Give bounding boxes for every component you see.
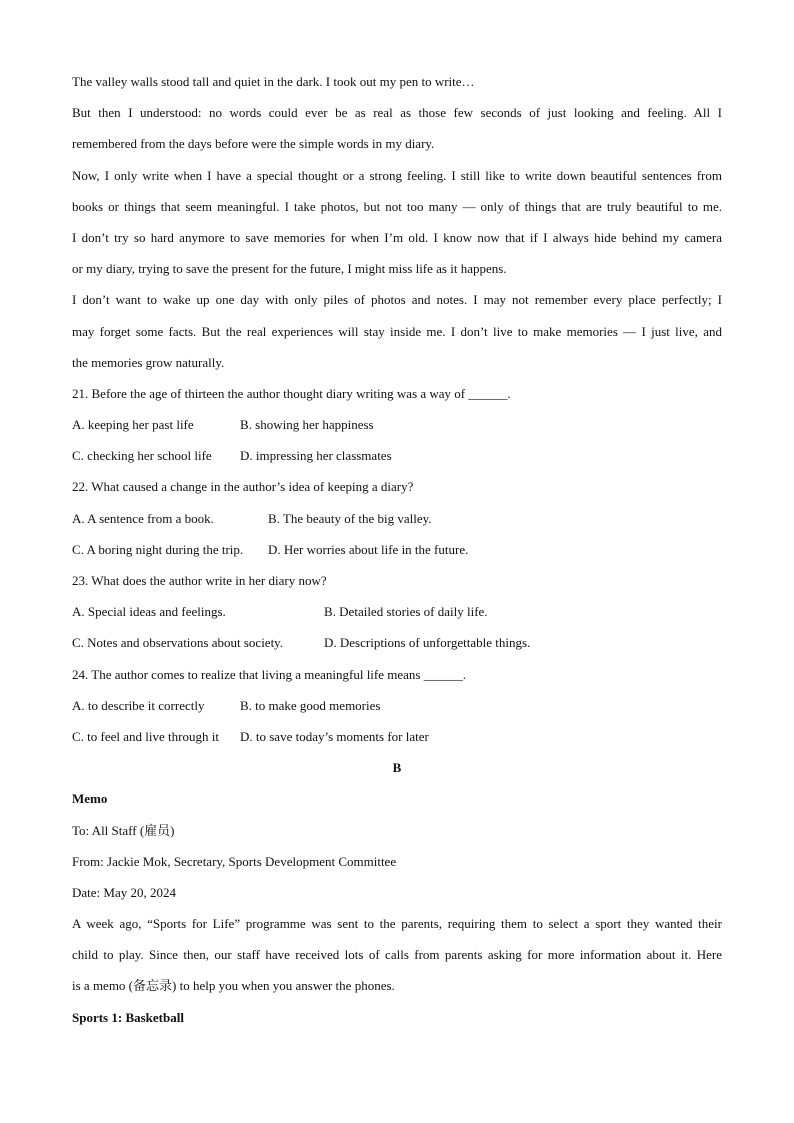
option-a: A. to describe it correctly	[72, 697, 205, 713]
option-d: D. impressing her classmates	[240, 448, 392, 464]
option-b: B. The beauty of the big valley.	[268, 510, 432, 526]
memo-body-line: child to play. Since then, our staff have received lots of calls from parents asking for more information about it. Here	[72, 947, 722, 963]
question-stem: 24. The author comes to realize that living a meaningful life means ______.	[72, 666, 466, 682]
option-d: D. to save today’s moments for later	[240, 728, 429, 744]
option-row	[72, 503, 722, 534]
question-stem: 21. Before the age of thirteen the author thought diary writing was a way of ______.	[72, 385, 511, 401]
option-row	[72, 409, 722, 440]
section-heading: B	[392, 760, 402, 776]
passage-line: may forget some facts. But the real experiences will stay inside me. I don’t live to make memories — I just live, and	[72, 323, 722, 339]
option-c: C. Notes and observations about society.	[72, 635, 284, 651]
passage-line: remembered from the days before were the simple words in my diary.	[72, 136, 435, 152]
option-row	[72, 534, 722, 565]
question-24	[72, 659, 722, 753]
sport-heading: Sports 1: Basketball	[72, 1009, 184, 1025]
option-c: C. checking her school life	[72, 448, 212, 464]
option-b: B. to make good memories	[240, 697, 381, 713]
passage-line: books or things that seem meaningful. I take photos, but not too many — only of things that are truly beautiful to me.	[72, 198, 722, 214]
option-c: C. A boring night during the trip.	[72, 541, 244, 557]
passage-line: But then I understood: no words could ever be as real as those few seconds of just looking and feeling. All I	[72, 105, 722, 121]
option-a: A. keeping her past life	[72, 417, 194, 433]
question-22	[72, 471, 722, 565]
option-c: C. to feel and live through it	[72, 728, 219, 744]
memo-body-line: is a memo (备忘录) to help you when you answer the phones.	[72, 978, 395, 994]
option-b: B. showing her happiness	[240, 417, 374, 433]
question-stem: 22. What caused a change in the author’s idea of keeping a diary?	[72, 479, 414, 495]
option-a: A. Special ideas and feelings.	[72, 604, 226, 620]
question-stem: 23. What does the author write in her diary now?	[72, 573, 327, 588]
memo-from: From: Jackie Mok, Secretary, Sports Development Committee	[72, 853, 397, 869]
option-d: D. Descriptions of unforgettable things.	[324, 635, 531, 651]
memo-body-line: A week ago, “Sports for Life” programme was sent to the parents, requiring them to select a sport they wanted their	[72, 916, 722, 932]
memo-to: To: All Staff (雇员)	[72, 822, 175, 838]
passage-line: the memories grow naturally.	[72, 354, 225, 370]
passage-line: The valley walls stood tall and quiet in the dark. I took out my pen to write…	[72, 74, 475, 89]
option-row	[72, 627, 722, 658]
option-row	[72, 721, 722, 752]
option-row	[72, 690, 722, 721]
question-21	[72, 378, 722, 472]
option-a: A. A sentence from a book.	[72, 510, 214, 526]
passage	[72, 66, 722, 378]
passage-line: Now, I only write when I have a special thought or a strong feeling. I still like to write down beautiful sentences from	[72, 167, 722, 183]
passage-line: I don’t want to wake up one day with only piles of photos and notes. I may not remember every place perfectly; I	[72, 292, 722, 308]
option-row	[72, 596, 722, 627]
option-row	[72, 440, 722, 471]
option-b: B. Detailed stories of daily life.	[324, 604, 488, 620]
memo-title: Memo	[72, 791, 108, 807]
question-23	[72, 565, 722, 659]
passage-line: I don’t try so hard anymore to save memories for when I’m old. I know now that if I always hide behind my camera	[72, 229, 722, 245]
option-d: D. Her worries about life in the future.	[268, 541, 469, 557]
passage-line: or my diary, trying to save the present for the future, I might miss life as it happens.	[72, 261, 507, 277]
memo-date: Date: May 20, 2024	[72, 884, 176, 900]
document-page	[72, 66, 722, 1033]
